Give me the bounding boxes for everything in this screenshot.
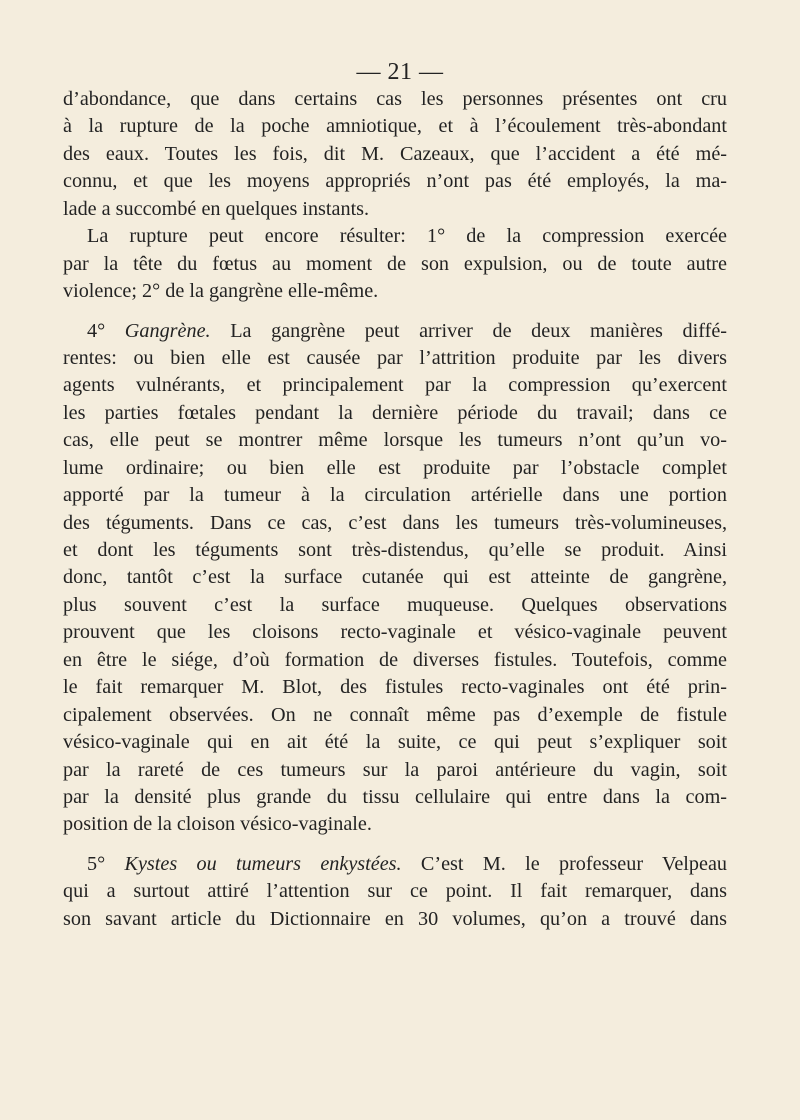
text-line-4: connu, et que les moyens appropriés n’ont pas été employés, la ma- — [63, 170, 727, 193]
text-line-27: position de la cloison vésico-vaginale. — [63, 813, 372, 836]
text-line-19: plus souvent c’est la surface muqueuse. Quelques observations — [63, 593, 727, 616]
gangrene-heading-line — [63, 318, 727, 345]
text-line-23: cipalement observées. On ne connaît même pas d’exemple de fistule — [63, 703, 727, 726]
text-line-2: à la rupture de la poche amniotique, et à l’écoulement très-abondant — [63, 115, 727, 138]
text-line-3: des eaux. Toutes les fois, dit M. Cazeaux, que l’accident a été mé- — [63, 142, 727, 165]
text-line-12: les parties fœtales pendant la dernière période du travail; dans ce — [63, 401, 727, 424]
text-line-29: qui a surtout attiré l’attention sur ce point. Il fait remarquer, dans — [63, 880, 727, 903]
text-line-7: par la tête du fœtus au moment de son expulsion, ou de toute autre — [63, 252, 727, 275]
page-number: — 21 — — [356, 59, 444, 85]
text-line-10: rentes: ou bien elle est causée par l’attrition produite par les divers — [63, 346, 727, 369]
text-line-18: donc, tantôt c’est la surface cutanée qui est atteinte de gangrène, — [63, 566, 727, 589]
text-line-6: La rupture peut encore résulter: 1° de la compression exercée — [87, 225, 727, 248]
text-line-21: en être le siége, d’où formation de diverses fistules. Toutefois, comme — [63, 648, 727, 671]
text-line-24: vésico-vaginale qui en ait été la suite, ce qui peut s’expliquer soit — [63, 731, 727, 754]
body-text — [63, 86, 727, 933]
text-line-11: agents vulnérants, et principalement par la compression qu’exercent — [63, 374, 727, 397]
text-line-20: prouvent que les cloisons recto-vaginale et vésico-vaginale peuvent — [63, 621, 727, 644]
text-line-25: par la rareté de ces tumeurs sur la paroi antérieure du vagin, soit — [63, 758, 727, 781]
text-line-26: par la densité plus grande du tissu cellulaire qui entre dans la com- — [63, 785, 727, 808]
text-line-16: des téguments. Dans ce cas, c’est dans les tumeurs très-volumineuses, — [63, 511, 727, 534]
text-line-5: lade a succombé en quelques instants. — [63, 197, 370, 220]
section-title-gangrene: Gangrène. — [124, 319, 211, 342]
text-line-30: son savant article du Dictionnaire en 30 volumes, qu’on a trouvé dans — [63, 907, 727, 930]
section-text: C’est M. le professeur Velpeau — [420, 852, 727, 875]
section-title-kystes: Kystes ou tumeurs enkystées. — [124, 852, 402, 875]
text-line-17: et dont les téguments sont très-distendus, qu’elle se produit. Ainsi — [63, 539, 727, 561]
text-line-1: d’abondance, que dans certains cas les personnes présentes ont cru — [63, 88, 727, 110]
text-line-22: le fait remarquer M. Blot, des fistules recto-vaginales ont été prin- — [63, 676, 727, 699]
text-line-13: cas, elle peut se montrer même lorsque les tumeurs n’ont qu’un vo- — [63, 429, 727, 452]
section-text: La gangrène peut arriver de deux manières diffé- — [230, 319, 727, 342]
section-number: 4° — [87, 319, 106, 342]
section-number: 5° — [87, 852, 106, 875]
text-line-8: violence; 2° de la gangrène elle-même. — [63, 280, 379, 303]
kystes-heading-line — [63, 851, 727, 878]
text-line-14: lume ordinaire; ou bien elle est produite par l’obstacle complet — [63, 456, 727, 479]
text-line-15: apporté par la tumeur à la circulation artérielle dans une portion — [63, 484, 727, 507]
